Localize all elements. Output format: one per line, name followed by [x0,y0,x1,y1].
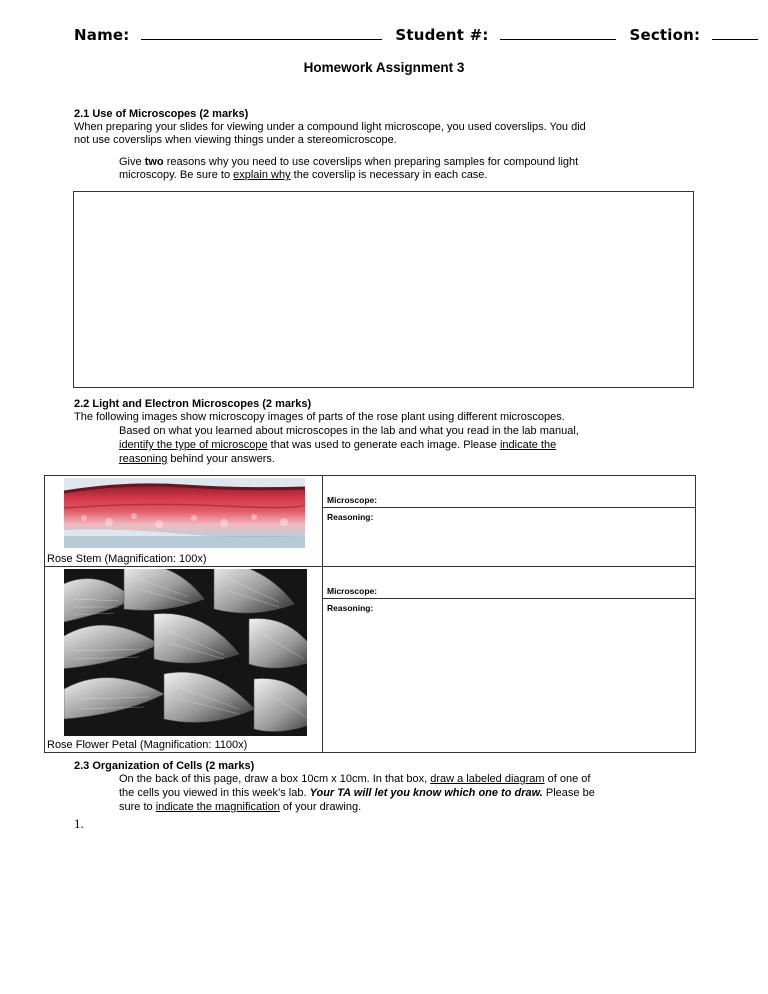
table-row [45,567,696,753]
answer-cell [323,476,696,567]
section-2-1-question-line2 [119,169,487,182]
reasoning-answer-field[interactable] [323,508,695,566]
text: the cells you viewed in this week’s lab. [119,787,310,799]
q-text: microscopy. Be sure to [119,169,234,181]
section-2-1-heading: 2.1 Use of Microscopes (2 marks) [74,108,249,120]
image-caption: Rose Stem (Magnification: 100x) [47,553,207,565]
section-2-3-line3 [119,801,361,814]
name-blank[interactable] [141,25,382,40]
underlined-text: reasoning [119,453,168,465]
microscope-table [44,475,696,753]
image-cell [45,476,323,567]
underlined-text: indicate the [499,439,557,451]
rose-stem-image [64,478,305,548]
section-2-2-intro-line3 [119,439,556,452]
q-underlined: explain why [233,169,291,181]
name-label: Name: [74,26,130,44]
bold-italic-text: Your TA will let you know which one to draw. [309,787,543,799]
text: On the back of this page, draw a box 10cm x 10cm. In that box, [119,773,431,785]
section-blank[interactable] [712,25,758,40]
table-row [45,476,696,567]
section-2-2-intro-line1: The following images show microscopy images of parts of the rose plant using different microscopes. [74,411,565,423]
section-2-1-intro-line1: When preparing your slides for viewing under a compound light microscope, you used coverslips. You did [74,121,586,133]
text: of one of [544,773,591,785]
section-label: Section: [629,26,701,44]
reasoning-label: Reasoning: [327,512,374,522]
underlined-text: draw a labeled diagram [430,773,545,785]
student-number-label: Student #: [395,26,489,44]
section-2-2-heading: 2.2 Light and Electron Microscopes (2 marks) [74,398,312,410]
answer-box-2-1[interactable] [73,191,694,388]
text: that was used to generate each image. Please [267,439,500,451]
q-bold: two [144,156,164,168]
text: behind your answers. [167,453,275,465]
q-text: Give [119,156,145,168]
microscope-answer-field[interactable] [323,567,695,599]
section-2-3-line2 [119,787,595,800]
list-number: 1. [74,816,84,831]
text: of your drawing. [279,801,362,813]
reasoning-answer-field[interactable] [323,599,695,752]
answer-cell [323,567,696,753]
q-text: the coverslip is necessary in each case. [290,169,488,181]
microscope-label: Microscope: [327,495,378,505]
page-title: Homework Assignment 3 [303,60,465,75]
microscope-answer-field[interactable] [323,476,695,508]
microscope-label: Microscope: [327,586,378,596]
image-cell [45,567,323,753]
section-2-3-line1 [119,773,590,786]
rose-petal-image [64,569,307,736]
section-2-1-question-line1 [119,156,578,169]
section-2-2-intro-line2: Based on what you learned about microscopes in the lab and what you read in the lab manual, [119,425,579,437]
image-caption: Rose Flower Petal (Magnification: 1100x) [47,739,248,751]
header-fields [74,25,758,44]
underlined-text: indicate the magnification [155,801,280,813]
section-2-3-heading: 2.3 Organization of Cells (2 marks) [74,760,255,772]
section-2-1-intro-line2: not use coverslips when viewing things under a stereomicroscope. [74,134,397,146]
q-text: reasons why you need to use coverslips when preparing samples for compound light [163,156,579,168]
text: Please be [542,787,595,799]
underlined-text: identify the type of microscope [119,439,268,451]
section-2-2-intro-line4 [119,453,275,466]
reasoning-label: Reasoning: [327,603,374,613]
student-number-blank[interactable] [500,25,616,40]
text: sure to [119,801,156,813]
